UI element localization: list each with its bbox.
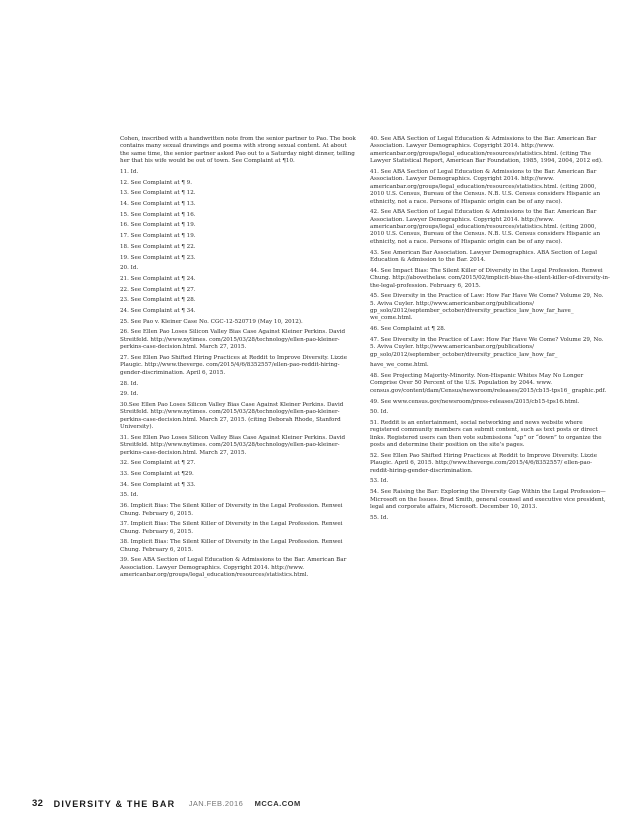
endnote-29: 29. Id. bbox=[120, 391, 139, 398]
endnote-47: 47. See Diversity in the Practice of Law: How Far Have We Come? Volume 29, No. 5. Aviva Cuyler. http://www.americanbar.org/publications/ gp_solo/2012/september_october/diversity_practice_law_how_far_ bbox=[370, 336, 604, 358]
endnote-16: 16. See Complaint at ¶ 19. bbox=[120, 222, 196, 229]
publication-name: DIVERSITY & THE BAR bbox=[53, 798, 176, 809]
endnote-38: 38. Implicit Bias: The Silent Killer of Diversity in the Legal Profession. Renwei Chung. February 6, 2015. bbox=[120, 539, 343, 553]
endnote-42: 42. See ABA Section of Legal Education & Admissions to the Bar. American Bar Association. Lawyer Demographics. Copyright 2014. http://www. americanbar.org/groups/legal_education/resources/statistics.html. (citing 2000, 2010 U.S. Census, Bureau of the Census. N.B. U.S. Census considers Hispanic an ethnicity, not a race. Persons of Hispanic origin can be of any race). bbox=[370, 209, 601, 245]
endnote-44: 44. See Impact Bias: The Silent Killer of Diversity in the Legal Profession. Renwei Chung. http://abovethelaw. com/2015/02/implicit-bias-the-silent-killer-of-diversity-in-the-legal-profession. February 6, 2015. bbox=[370, 267, 610, 289]
endnote-46: 46. See Complaint at ¶ 28. bbox=[370, 326, 446, 333]
endnote-34: 34. See Complaint at ¶ 33. bbox=[120, 481, 196, 488]
endnote-33: 33. See Complaint at ¶29. bbox=[120, 471, 194, 478]
endnotes-right-column bbox=[370, 136, 610, 525]
endnote-24: 24. See Complaint at ¶ 34. bbox=[120, 308, 196, 315]
endnote-50: 50. Id. bbox=[370, 409, 389, 416]
endnote-26: 26. See Ellen Pao Loses Silicon Valley Bias Case Against Kleiner Perkins. David Streitfeld. http://www.nytimes. com/2015/03/28/technology/ellen-pao-kleiner-perkins-case-decision.html. March 27, 2015. bbox=[120, 329, 346, 351]
endnote-19: 19. See Complaint at ¶ 23. bbox=[120, 254, 196, 261]
endnote-17: 17. See Complaint at ¶ 19. bbox=[120, 233, 196, 240]
endnote-39: 39. See ABA Section of Legal Education & Admissions to the Bar. American Bar Association. Lawyer Demographics. Copyright 2014. http://www. americanbar.org/groups/legal_education/resources/statistics.html. bbox=[120, 557, 347, 579]
endnote-37: 37. Implicit Bias: The Silent Killer of Diversity in the Legal Profession. Renwei Chung. February 6, 2015. bbox=[120, 521, 343, 535]
page-number: 32 bbox=[32, 798, 44, 810]
endnote-22: 22. See Complaint at ¶ 27. bbox=[120, 286, 196, 293]
endnote-52: 52. See Ellen Pao Shifted Hiring Practices at Reddit to Improve Diversity. Lizzie Plaugic. April 6, 2015. http://www.theverge.com/2015/4/6/8352557/ ellen-pao-reddit-hiring-gender-discrimination. bbox=[370, 452, 598, 474]
website-link[interactable]: MCCA.COM bbox=[254, 799, 301, 809]
endnote-54: 54. See Raising the Bar: Exploring the Diversity Gap Within the Legal Profession—Microsoft on the Issues. Brad Smith, general counsel and executive vice president, legal and corporate affairs, Microsoft. December 10, 2013. bbox=[370, 489, 606, 510]
endnote-47-continued: have_we_come.html. bbox=[370, 362, 429, 369]
endnote-15: 15. See Complaint at ¶ 16. bbox=[120, 211, 196, 218]
endnote-41: 41. See ABA Section of Legal Education & Admissions to the Bar. American Bar Association. Lawyer Demographics. Copyright 2014. http://www. americanbar.org/groups/legal_education/resources/statistics.html. (citing 2000, 2010 U.S. Census, Bureau of the Census. N.B. U.S. Census considers Hispanic an ethnicity, not a race. Persons of Hispanic origin can be of any race). bbox=[370, 168, 601, 205]
endnote-48: 48. See Projecting Majority-Minority. Non-Hispanic Whites May No Longer Comprise Over 50 Percent of the U.S. Population by 2044. www. census.gov/content/dam/Census/newsroom/releases/2015/cb15-tps16_ graphic.pdf. bbox=[370, 373, 607, 394]
endnote-36: 36. Implicit Bias: The Silent Killer of Diversity in the Legal Profession. Renwei Chung. February 6, 2015. bbox=[120, 503, 343, 517]
endnote-27: 27. See Ellen Pao Shifted Hiring Practices at Reddit to Improve Diversity. Lizzie Plaugic. http://www.theverge. com/2015/4/6/8352557/ellen-pao-reddit-hiring-gender-discrimination. April 6, 2015. bbox=[120, 354, 348, 376]
endnote-13: 13. See Complaint at ¶ 12. bbox=[120, 190, 196, 197]
endnote-53: 53. Id. bbox=[370, 478, 389, 485]
endnote-11: 11. Id. bbox=[120, 168, 139, 175]
endnote-12: 12. See Complaint at ¶ 9. bbox=[120, 179, 193, 186]
endnote-30: 30.See Ellen Pao Loses Silicon Valley Bias Case Against Kleiner Perkins. David Streitfeld. http://www.nytimes. com/2015/03/28/technology/ellen-pao-kleiner-perkins-case-decision.html. March 27, 2015. (citing Deborah Rhode, Stanford University). bbox=[120, 401, 344, 431]
page-footer bbox=[32, 795, 301, 809]
endnote-18: 18. See Complaint at ¶ 22. bbox=[120, 243, 196, 250]
endnote-55: 55. Id. bbox=[370, 514, 389, 521]
endnote-31: 31. See Ellen Pao Loses Silicon Valley Bias Case Against Kleiner Perkins. David Streitfeld. http://www.nytimes. com/2015/03/28/technology/ellen-pao-kleiner-perkins-case-decision.html. March 27, 2015. bbox=[120, 434, 346, 456]
endnote-28: 28. Id. bbox=[120, 380, 139, 387]
endnote-32: 32. See Complaint at ¶ 27. bbox=[120, 460, 196, 467]
endnote-20: 20. Id. bbox=[120, 265, 139, 272]
endnote-25: 25. See Pao v. Kleiner Case No. CGC-12-520719 (May 10, 2012). bbox=[120, 318, 303, 325]
endnotes-left-column bbox=[120, 136, 356, 583]
endnote-23: 23. See Complaint at ¶ 28. bbox=[120, 297, 196, 304]
endnote-43: 43. See American Bar Association. Lawyer Demographics. ABA Section of Legal Education & Admission to the Bar. 2014. bbox=[370, 249, 598, 263]
endnote-45: 45. See Diversity in the Practice of Law: How Far Have We Come? Volume 29, No. 5. Aviva Cuyler. http://www.americanbar.org/publications/ gp_solo/2012/september_october/diversity_practice_law_how_far_have_ we_come.html. bbox=[370, 293, 604, 322]
issue-date: JAN.FEB.2016 bbox=[188, 799, 244, 809]
endnote-35: 35. Id. bbox=[120, 492, 139, 499]
endnote-40: 40. See ABA Section of Legal Education & Admissions to the Bar. American Bar Association. Lawyer Demographics. Copyright 2014. http://www. americanbar.org/groups/legal_education/resources/statistics.html. (citing The Lawyer Statistical Report, American Bar Foundation, 1985, 1994, 2004, 2012 ed). bbox=[370, 136, 603, 165]
endnote-51: 51. Reddit is an entertainment, social networking and news website where registered community members can submit content, such as text posts or direct links. Registered users can then vote submissions “up” or “down” to organize the posts and determine their position on the site’s pages. bbox=[370, 419, 602, 449]
endnote-21: 21. See Complaint at ¶ 24. bbox=[120, 275, 196, 282]
endnote-continued: Cohen, inscribed with a handwritten note from the senior partner to Pao. The book contains many sexual drawings and poems with strong sexual content. At about the same time, the senior partner asked Pao out to a Saturday night dinner, telling her that his wife would be out of town. See Complaint at ¶10. bbox=[120, 136, 356, 165]
endnote-49: 49. See www.census.gov/newsroom/press-releases/2015/cb15-tps16.html. bbox=[370, 398, 580, 405]
endnote-14: 14. See Complaint at ¶ 13. bbox=[120, 201, 196, 208]
